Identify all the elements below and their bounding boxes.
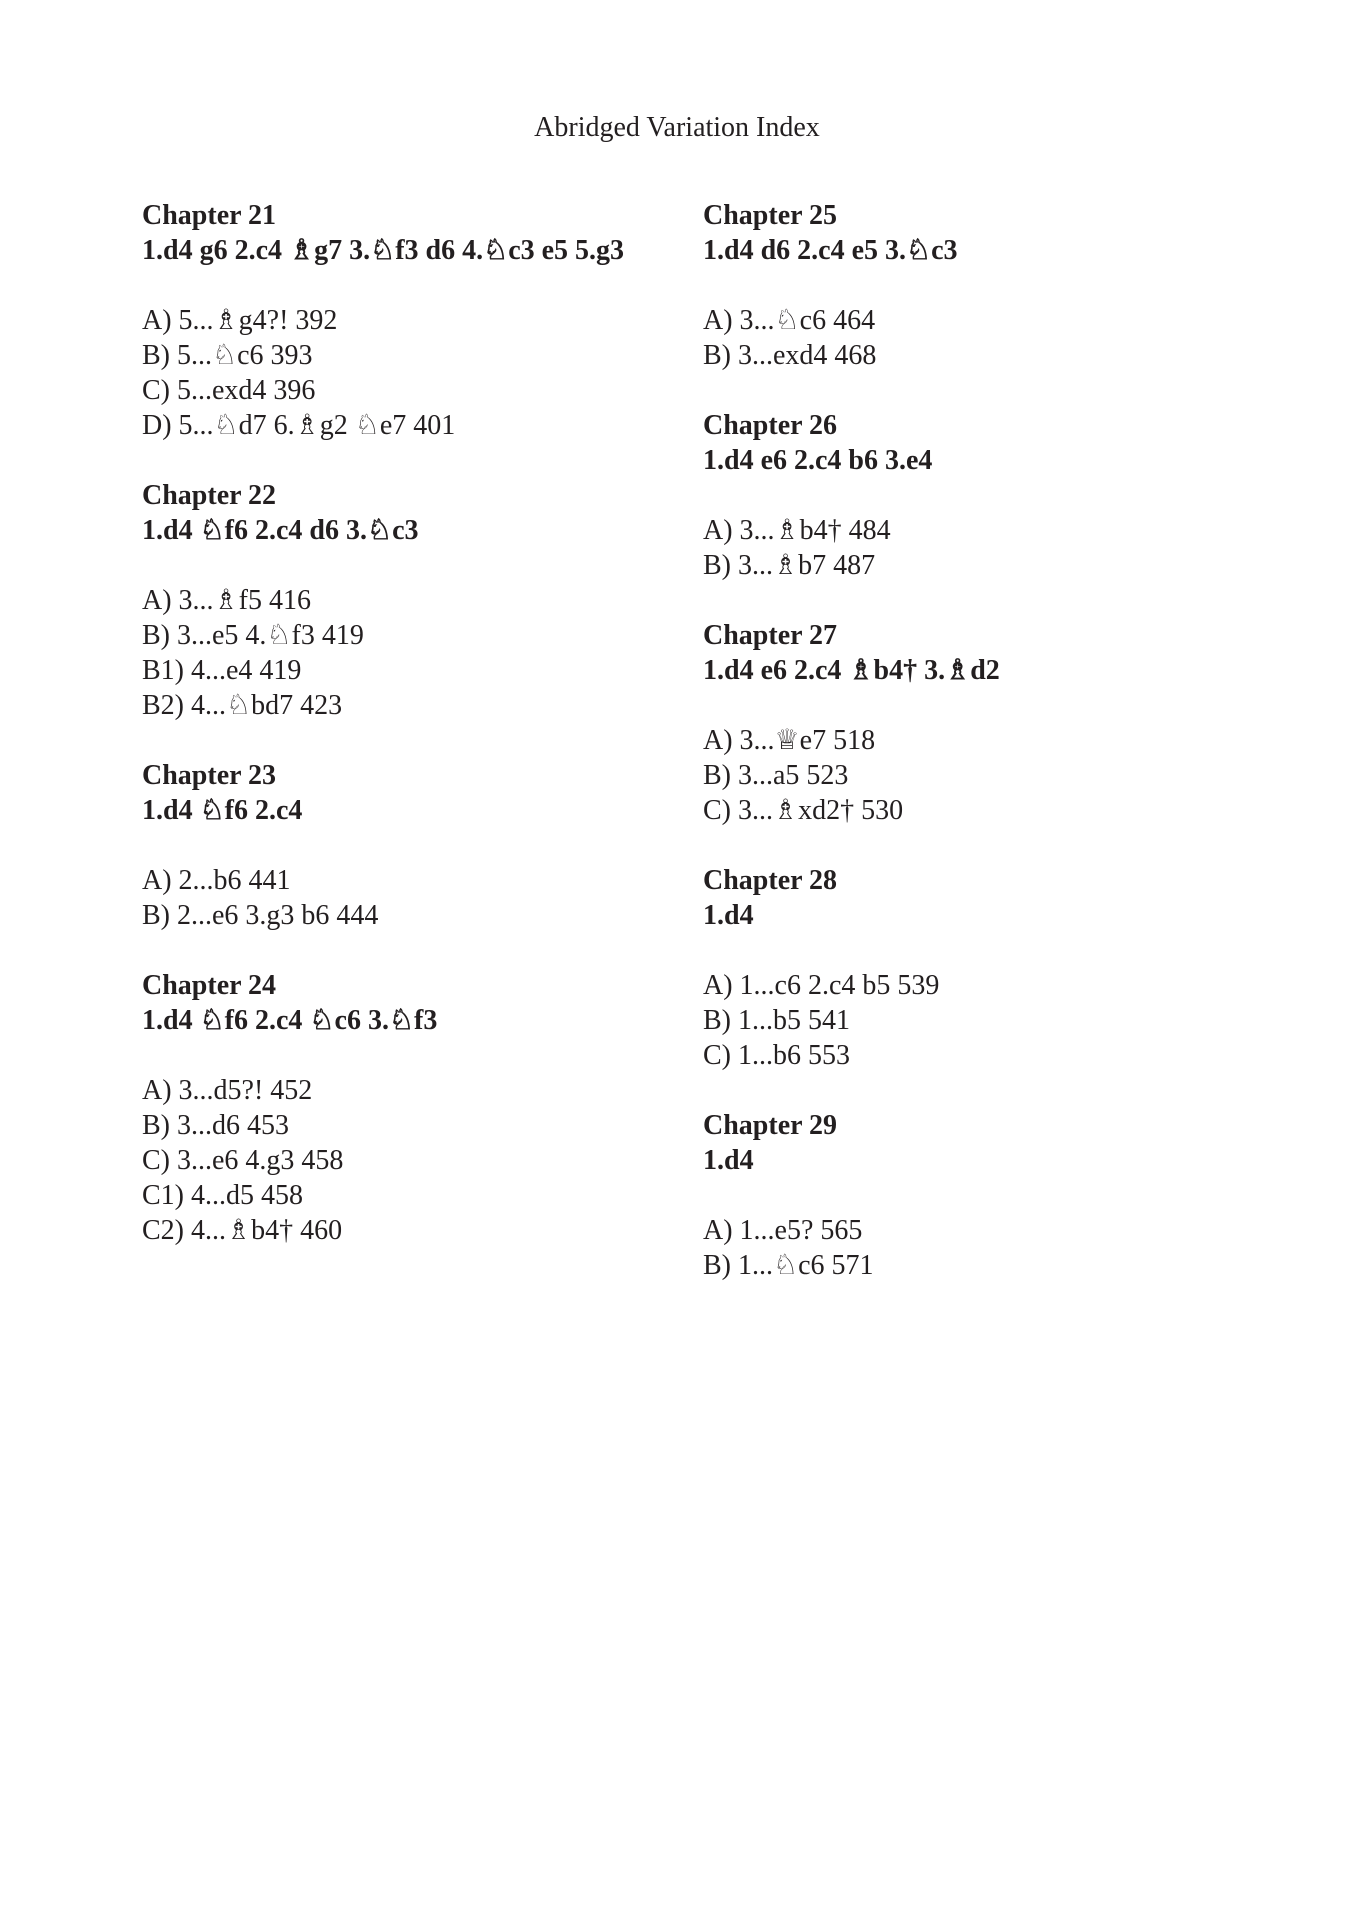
- variation-item: A) 5...♗g4?! 392: [142, 305, 338, 336]
- chapter-moves: 1.d4 g6 2.c4 ♗g7 3.♘f3 d6 4.♘c3 e5 5.g3: [142, 235, 625, 266]
- variation-list: [703, 1213, 1263, 1283]
- chapter-28: [703, 863, 1263, 1073]
- variation-item: C) 5...exd4 396: [142, 375, 316, 406]
- variation-item: A) 3...d5?! 452: [142, 1075, 313, 1106]
- variation-item: B) 1...b5 541: [703, 1005, 850, 1036]
- variation-item: B) 3...d6 453: [142, 1110, 289, 1141]
- variation-item: B) 3...a5 523: [703, 760, 849, 791]
- chapter-24: [142, 968, 702, 1248]
- variation-item: C) 3...♗xd2† 530: [703, 795, 904, 826]
- variation-item: C) 3...e6 4.g3 458: [142, 1145, 344, 1176]
- index-column-right: [703, 198, 1263, 1318]
- chapter-title: Chapter 25: [703, 200, 838, 231]
- variation-item: B) 3...e5 4.♘f3 419: [142, 620, 364, 651]
- chapter-21: [142, 198, 702, 443]
- index-column-left: [142, 198, 702, 1283]
- variation-item: A) 2...b6 441: [142, 865, 291, 896]
- variation-list: [142, 583, 702, 723]
- page-title: Abridged Variation Index: [534, 112, 820, 143]
- chapter-moves: 1.d4: [703, 1145, 754, 1176]
- chapter-title: Chapter 21: [142, 200, 277, 231]
- chapter-25: [703, 198, 1263, 373]
- chapter-title: Chapter 28: [703, 865, 838, 896]
- variation-list: [703, 723, 1263, 828]
- variation-item: C2) 4...♗b4† 460: [142, 1215, 343, 1246]
- chapter-title: Chapter 26: [703, 410, 838, 441]
- variation-item: B) 5...♘c6 393: [142, 340, 313, 371]
- variation-item: C) 1...b6 553: [703, 1040, 850, 1071]
- variation-item: A) 3...♕e7 518: [703, 725, 876, 756]
- chapter-title: Chapter 29: [703, 1110, 838, 1141]
- variation-item: A) 3...♗b4† 484: [703, 515, 891, 546]
- variation-list: [142, 303, 702, 443]
- chapter-moves: 1.d4: [703, 900, 754, 931]
- variation-item: D) 5...♘d7 6.♗g2 ♘e7 401: [142, 410, 456, 441]
- variation-item: A) 3...♗f5 416: [142, 585, 311, 616]
- variation-item: B1) 4...e4 419: [142, 655, 302, 686]
- chapter-title: Chapter 22: [142, 480, 277, 511]
- variation-item: A) 1...e5? 565: [703, 1215, 863, 1246]
- chapter-23: [142, 758, 702, 933]
- variation-item: B2) 4...♘bd7 423: [142, 690, 343, 721]
- variation-list: [703, 513, 1263, 583]
- variation-item: A) 1...c6 2.c4 b5 539: [703, 970, 940, 1001]
- variation-item: B) 3...exd4 468: [703, 340, 877, 371]
- chapter-title: Chapter 27: [703, 620, 838, 651]
- variation-item: B) 3...♗b7 487: [703, 550, 876, 581]
- variation-item: A) 3...♘c6 464: [703, 305, 876, 336]
- chapter-29: [703, 1108, 1263, 1283]
- variation-item: B) 2...e6 3.g3 b6 444: [142, 900, 379, 931]
- variation-list: [142, 1073, 702, 1248]
- chapter-27: [703, 618, 1263, 828]
- variation-list: [703, 968, 1263, 1073]
- chapter-moves: 1.d4 ♘f6 2.c4: [142, 795, 303, 826]
- chapter-moves: 1.d4 ♘f6 2.c4 ♘c6 3.♘f3: [142, 1005, 438, 1036]
- chapter-moves: 1.d4 ♘f6 2.c4 d6 3.♘c3: [142, 515, 419, 546]
- variation-item: C1) 4...d5 458: [142, 1180, 303, 1211]
- chapter-moves: 1.d4 e6 2.c4 b6 3.e4: [703, 445, 933, 476]
- chapter-26: [703, 408, 1263, 583]
- chapter-22: [142, 478, 702, 723]
- chapter-moves: 1.d4 d6 2.c4 e5 3.♘c3: [703, 235, 958, 266]
- variation-list: [142, 863, 702, 933]
- chapter-title: Chapter 23: [142, 760, 277, 791]
- variation-item: B) 1...♘c6 571: [703, 1250, 874, 1281]
- chapter-moves: 1.d4 e6 2.c4 ♗b4† 3.♗d2: [703, 655, 1000, 686]
- variation-list: [703, 303, 1263, 373]
- chapter-title: Chapter 24: [142, 970, 277, 1001]
